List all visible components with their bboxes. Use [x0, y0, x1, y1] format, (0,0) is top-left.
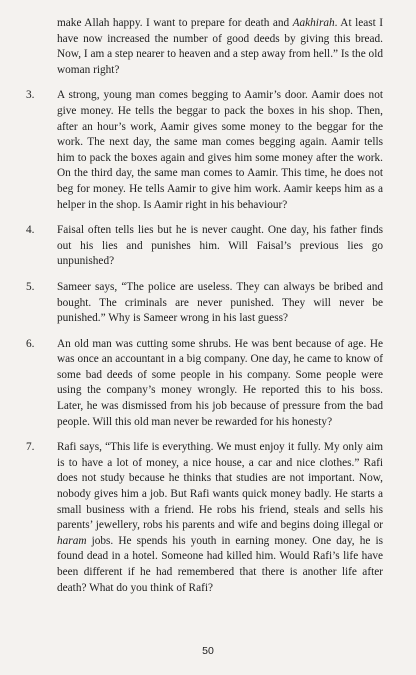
- question-text-start: Rafi says, “This life is everything. We must enjoy it fully. My only aim is to have a lot of money, a nice house, a car and nice clothes.” Rafi does not study because he thinks that studies are not important. Now, nobody gives him a job. But Rafi wants quick money badly. He starts a small business with a friend. He robs his friend, steals and sells his parents’ jewellery, robs his parents and wife and begins doing illegal or: [57, 441, 383, 532]
- question-number: 6.: [26, 337, 35, 350]
- question-item-5: [26, 280, 383, 327]
- question-text-italic: haram: [57, 534, 87, 547]
- question-item-3: [26, 88, 383, 213]
- page-number: 50: [202, 645, 214, 657]
- question-text: Sameer says, “The police are useless. They can always be bribed and bought. The criminals are never punished. They will never be punished.” Why is Sameer wrong in his last guess?: [57, 280, 383, 325]
- continued-text-italic: Aakhirah: [292, 17, 335, 29]
- question-text: [57, 440, 383, 596]
- question-number: 4.: [26, 224, 35, 237]
- question-item-4: [26, 223, 383, 270]
- question-text: Faisal often tells lies but he is never caught. One day, his father finds out his lies and punishes him. Will Faisal’s previous lies go unpunished?: [57, 224, 383, 268]
- question-item-7: [26, 440, 383, 596]
- continued-paragraph: [26, 16, 383, 78]
- question-text: An old man was cutting some shrubs. He was bent because of age. He was once an accountant in a big company. One day, he came to know of some bad deeds of some people in his company. Some people were using the company’s money wrongly. He reported this to his boss. Later, he was dismissed from his job because of pressure from the bad people. Will this old man never be rewarded for his honesty?: [57, 337, 383, 428]
- question-number: 3.: [26, 89, 35, 102]
- question-text-end: jobs. He spends his youth in earning money. One day, he is found dead in a hotel. Someone had killed him. Would Rafi’s life have been different if he had remembered that there is another life after death? What do you think of Rafi?: [57, 534, 383, 594]
- continued-text-end: . At least I have now increased the number of good deeds by giving this bread. Now, I am a step nearer to heaven and a step away from hell.” Is the old woman right?: [57, 17, 383, 76]
- question-item-6: [26, 337, 383, 431]
- question-number: 5.: [26, 280, 35, 293]
- continued-text-start: make Allah happy. I want to prepare for death and: [57, 17, 293, 29]
- question-number: 7.: [26, 441, 35, 454]
- question-text: A strong, young man comes begging to Aamir’s door. Aamir does not give money. He tells the beggar to pack the boxes in his shop. Then, after an hour’s work, Aamir gives some money to the beggar for the work. The next day, the same man comes begging again. Aamir tells him to pack the boxes again and gives him some money after the work. On the third day, the same man comes to Aamir. This time, he does not beg for money. He tells Aamir to give him work. Aamir keeps him as a helper in the shop. Is Aamir right in his behaviour?: [57, 89, 383, 211]
